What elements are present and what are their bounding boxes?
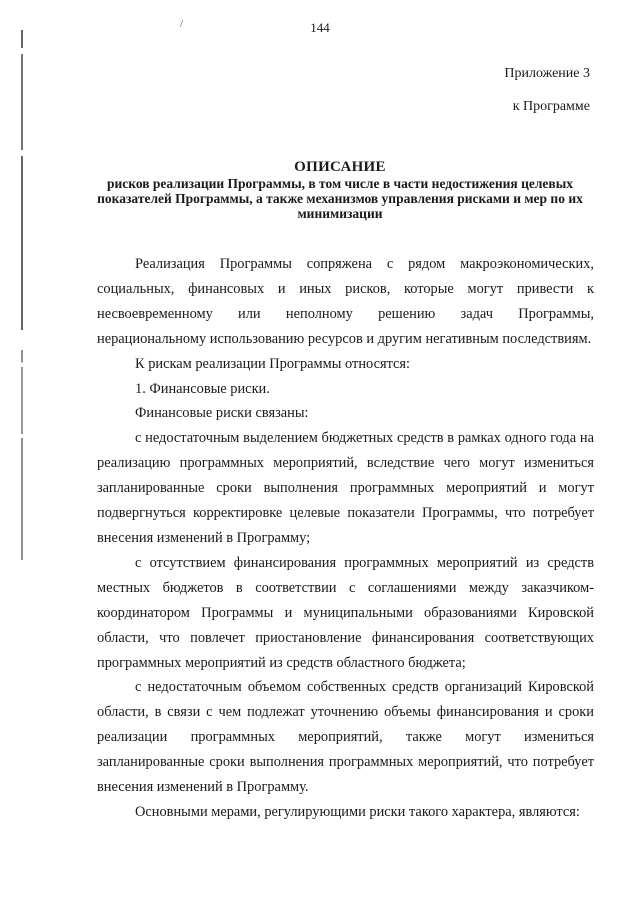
paragraph: с отсутствием финансирования программных мероприятий из средств местных бюджетов в соответствии с соглашениями между заказчиком-координатором Программы и муниципальными образованиями Кировской области, что повлечет приостановление финансирования соответствующих программных мероприятий из средств областного бюджета; bbox=[97, 554, 594, 671]
paragraph: К рискам реализации Программы относятся: bbox=[135, 355, 411, 372]
appendix-reference: к Программе bbox=[512, 99, 590, 114]
document-subtitle: рисков реализации Программы, в том числе в части недостижения целевых показателей Программы, а также механизмов управления рисками и мер по их минимизации bbox=[97, 176, 583, 221]
page-number: 144 bbox=[310, 20, 330, 35]
scan-edge-mark bbox=[21, 350, 23, 560]
paragraph: с недостаточным выделением бюджетных средств в рамках одного года на реализацию программных мероприятий, вследствие чего могут измениться запланированные сроки выполнения программных мероприятий и могут подвергнуться корректировке целевые показатели Программы, что потребует внесения изменений в Программу; bbox=[97, 430, 594, 546]
heading-block bbox=[80, 159, 600, 221]
paragraph: Финансовые риски связаны: bbox=[135, 405, 309, 422]
body-text bbox=[97, 252, 594, 825]
paragraph: Реализация Программы сопряжена с рядом макроэкономических, социальных, финансовых и иных рисков, которые могут привести к несвоевременному или неполному решению задач Программы, нерациональному использованию ресурсов и другим негативным последствиям. bbox=[97, 256, 594, 347]
paragraph: с недостаточным объемом собственных средств организаций Кировской области, в связи с чем подлежат уточнению объемы финансирования и сроки реализации программных мероприятий, также могут измениться запланированные сроки выполнения программных мероприятий, что потребует внесения изменений в Программу. bbox=[97, 679, 594, 796]
scan-edge-mark bbox=[21, 30, 23, 330]
document-title: ОПИСАНИЕ bbox=[294, 159, 386, 175]
scan-tick-mark: / bbox=[180, 18, 184, 30]
paragraph: 1. Финансовые риски. bbox=[135, 380, 270, 397]
paragraph: Основными мерами, регулирующими риски такого характера, являются: bbox=[135, 803, 580, 820]
appendix-label: Приложение 3 bbox=[504, 66, 590, 81]
